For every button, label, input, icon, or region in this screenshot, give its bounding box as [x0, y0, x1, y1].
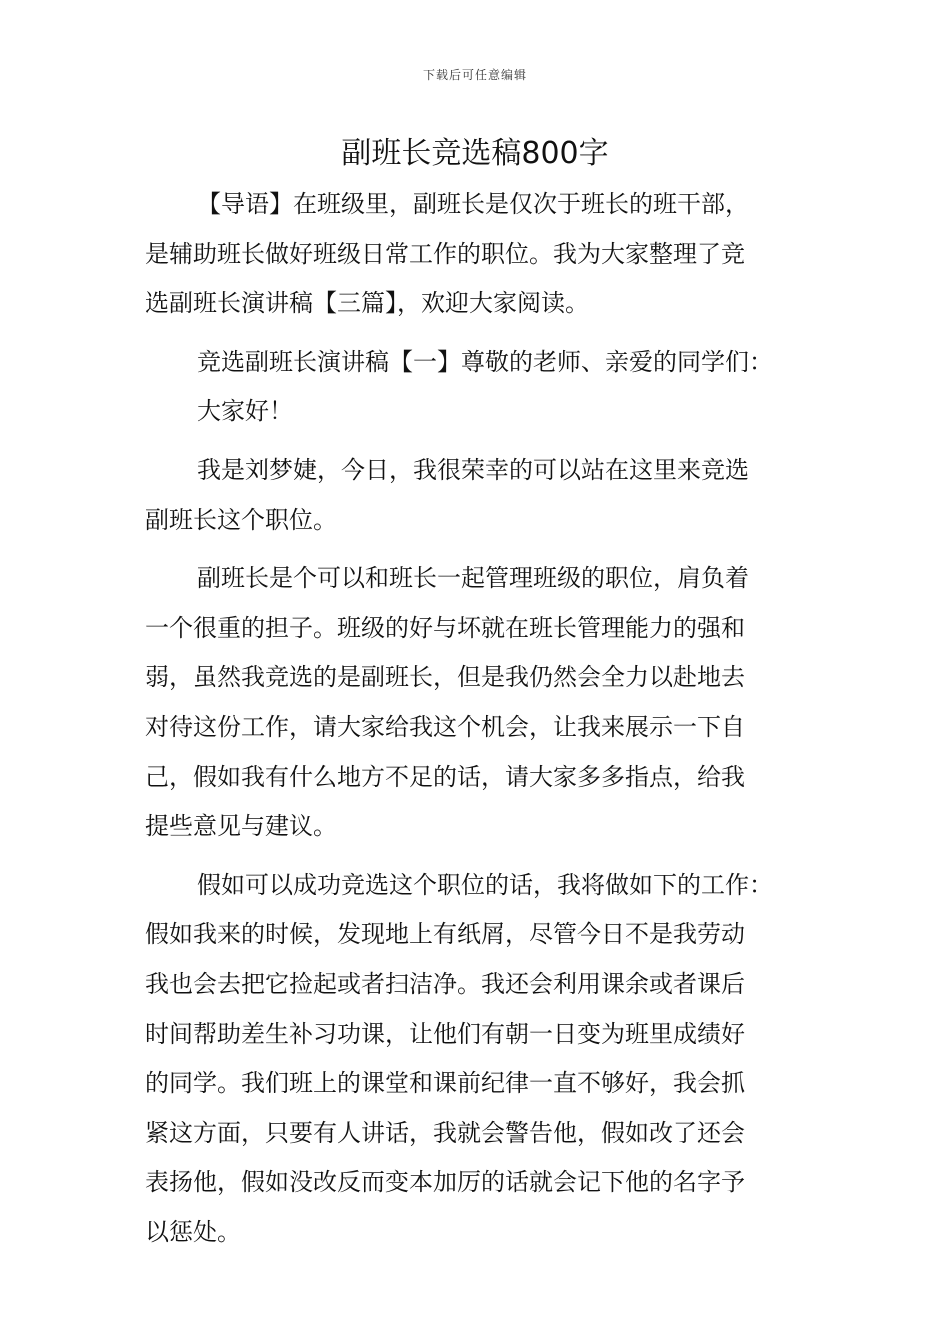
paragraph-role [145, 554, 813, 852]
header-note: 下载后可任意编辑 [422, 68, 527, 82]
paragraph-self-intro [145, 446, 813, 545]
text-line: 竞选副班长演讲稿【一】尊敬的老师、亲爱的同学们： [197, 347, 773, 376]
text-line: 假如我来的时候，发现地上有纸屑，尽管今日不是我劳动 [145, 920, 745, 949]
text-line: 【导语】在班级里，副班长是仅次于班长的班干部， [197, 190, 749, 218]
text-line: 选副班长演讲稿【三篇】，欢迎大家阅读。 [145, 289, 589, 318]
paragraph-speech-heading [145, 338, 813, 388]
text-line: 提些意见与建议。 [145, 812, 337, 841]
text-line: 副班长这个职位。 [145, 505, 337, 534]
text-line: 是辅助班长做好班级日常工作的职位。我为大家整理了竞 [145, 239, 745, 268]
text-line: 己，假如我有什么地方不足的话，请大家多多指点，给我 [145, 762, 745, 791]
text-line: 紧这方面，只要有人讲话，我就会警告他，假如改了还会 [145, 1118, 745, 1147]
document-body [145, 180, 813, 1257]
text-line: 我也会去把它捡起或者扫洁净。我还会利用课余或者课后 [145, 969, 745, 998]
paragraph-plan [145, 861, 813, 1258]
text-line: 大家好！ [197, 397, 293, 426]
text-line: 的同学。我们班上的课堂和课前纪律一直不够好，我会抓 [145, 1069, 745, 1098]
text-line: 一个很重的担子。班级的好与坏就在班长管理能力的强和 [145, 613, 745, 642]
text-line: 弱，虽然我竞选的是副班长，但是我仍然会全力以赴地去 [145, 663, 745, 692]
text-line: 以惩处。 [145, 1217, 241, 1246]
text-line: 副班长是个可以和班长一起管理班级的职位，肩负着 [197, 564, 749, 593]
paragraph-greeting [145, 387, 813, 437]
text-line: 对待这份工作，请大家给我这个机会，让我来展示一下自 [145, 712, 745, 741]
text-line: 时间帮助差生补习功课，让他们有朝一日变为班里成绩好 [145, 1019, 745, 1048]
page-title: 副班长竞选稿800字 [341, 136, 609, 171]
text-line: 表扬他，假如没改反而变本加厉的话就会记下他的名字予 [145, 1168, 745, 1197]
paragraph-intro [145, 180, 813, 329]
text-line: 我是刘梦婕，今日，我很荣幸的可以站在这里来竞选 [197, 455, 749, 484]
text-line: 假如可以成功竞选这个职位的话，我将做如下的工作： [197, 870, 773, 899]
